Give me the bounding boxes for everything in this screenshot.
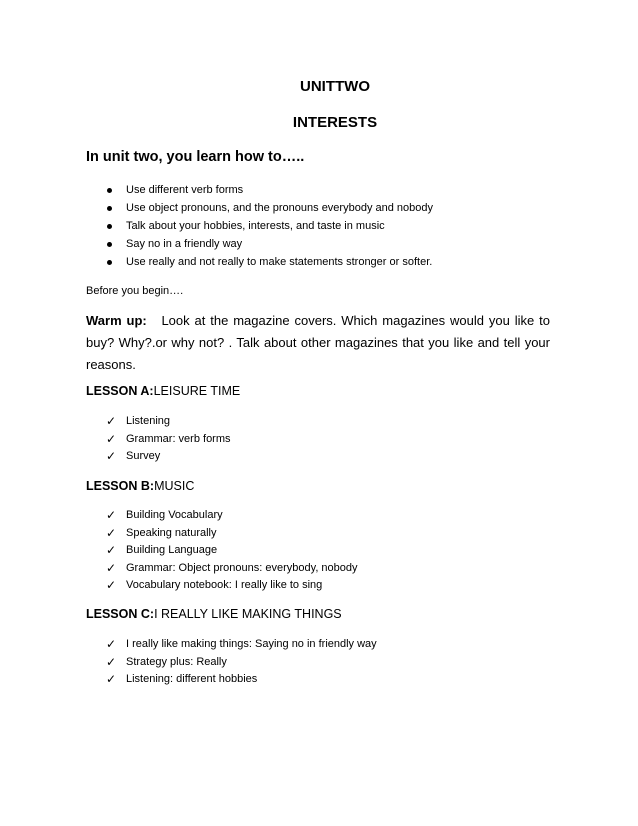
list-item [86,636,556,654]
list-item [86,654,556,672]
checkmark-icon: ✓ [106,525,117,540]
list-item [86,448,556,466]
list-item-text: Building Vocabulary [126,509,223,521]
checkmark-icon: ✓ [106,431,117,446]
goal-text: Use different verb forms [126,184,244,196]
checkmark-icon: ✓ [106,637,117,651]
unit-title: UNITTWO [300,78,370,95]
goals-list [86,181,556,271]
list-item-text: Building Language [126,544,218,556]
unit-subtitle: INTERESTS [292,114,378,131]
list-item-text: Vocabulary notebook: I really like to sing [126,579,323,591]
checkmark-icon: ✓ [106,508,117,522]
goal-text: Use object pronouns, and the pronouns everybody and nobody [126,202,433,214]
lesson-c-prefix: LESSON C: [86,607,155,621]
lesson-b-heading [86,479,194,493]
bullet-dot-icon [107,242,112,247]
lesson-c-heading [86,607,342,621]
checkmark-icon: ✓ [106,543,117,557]
checkmark-icon: ✓ [106,449,117,463]
list-item-text: Grammar: Object pronouns: everybody, nobody [126,561,358,574]
list-item [86,525,556,543]
lesson-a-heading [86,384,240,398]
list-item-text: I really like making things: Saying no in friendly way [126,638,377,650]
lesson-a-name: LEISURE TIME [153,384,241,398]
warmup-label: Warm up: [86,313,147,328]
bullet-dot-icon [107,224,112,229]
goal-item [86,253,556,271]
list-item [86,577,556,595]
list-item [86,560,556,578]
list-item-text: Grammar: verb forms [126,432,231,445]
lesson-b-name: MUSIC [154,479,195,493]
goal-text: Say no in a friendly way [126,238,243,250]
checkmark-icon: ✓ [106,578,117,592]
list-item [86,413,556,431]
lesson-a-list [86,413,556,466]
lesson-c-list [86,636,556,689]
list-item-text: Survey [126,450,161,462]
list-item [86,671,556,689]
goal-item [86,217,556,235]
bullet-dot-icon [107,260,112,265]
list-item-text: Strategy plus: Really [126,655,227,668]
goal-text: Use really and not really to make statements stronger or softer. [126,256,433,268]
checkmark-icon: ✓ [106,672,117,686]
list-item [86,431,556,449]
list-item [86,507,556,525]
lesson-c-name: I REALLY LIKE MAKING THINGS [154,607,342,621]
lesson-b-list [86,507,556,595]
warmup-text: Look at the magazine covers. Which magazines would you like to buy? Why?.or why not? . Talk about other magazines that you like and tell your reasons. [86,313,550,372]
bullet-dot-icon [107,206,112,211]
goal-item [86,235,556,253]
goal-item [86,181,556,199]
warmup-paragraph [86,310,550,376]
list-item [86,542,556,560]
list-item-text: Speaking naturally [126,526,217,539]
goal-text: Talk about your hobbies, interests, and taste in music [126,220,385,232]
checkmark-icon: ✓ [106,414,117,428]
lesson-a-prefix: LESSON A: [86,384,154,398]
checkmark-icon: ✓ [106,654,117,669]
lesson-b-prefix: LESSON B: [86,479,155,493]
goal-item [86,199,556,217]
intro-heading: In unit two, you learn how to….. [86,149,305,165]
list-item-text: Listening: different hobbies [126,673,258,685]
before-you-begin: Before you begin…. [86,285,184,297]
bullet-dot-icon [107,188,112,193]
list-item-text: Listening [126,415,171,427]
checkmark-icon: ✓ [106,560,117,575]
